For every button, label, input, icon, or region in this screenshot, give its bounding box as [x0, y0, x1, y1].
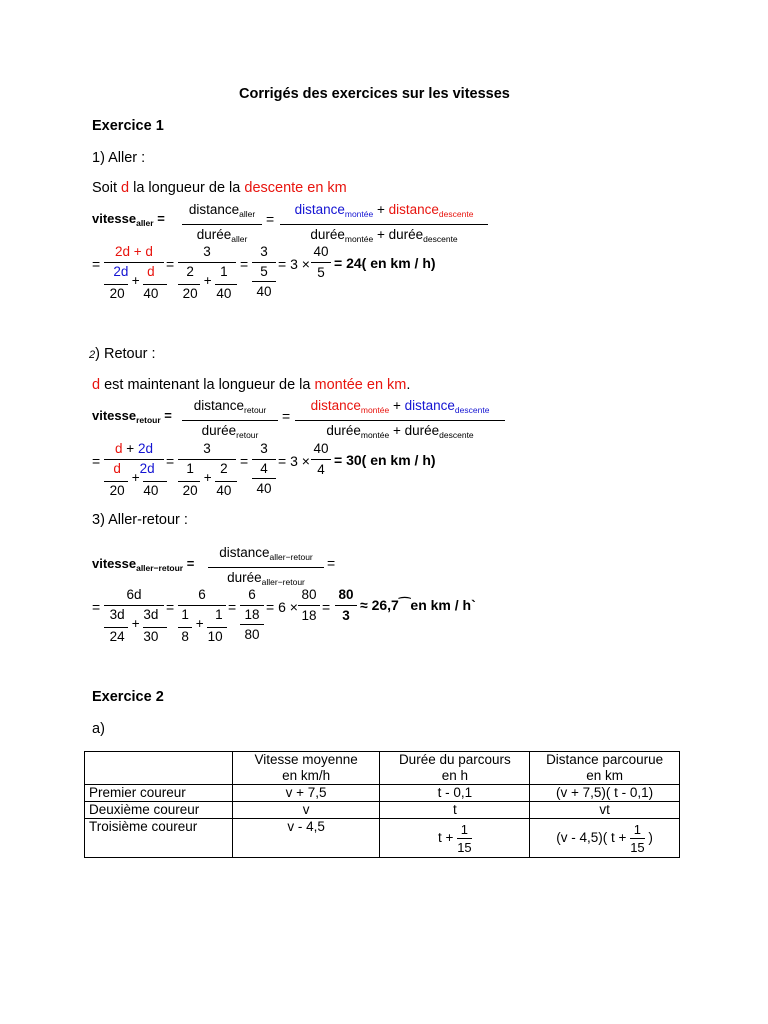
table-cell: (v - 4,5)( $t + \frac{1}{15}$ )	[530, 819, 680, 858]
fraction-step-5: 80 3	[335, 586, 357, 625]
equals-sign: =	[166, 599, 175, 615]
table-cell: (v + 7,5)( t - 0,1)	[530, 785, 680, 802]
table-header-cell: Durée du parcours en h	[380, 752, 530, 785]
fraction-step-2: 3 1 2 + 20 40	[178, 440, 236, 500]
fraction-step-4: 80 18	[298, 586, 320, 625]
fraction-montee-descente-retour: distance$_{montée}$ + distance$_{descente}$ durée$_{montée}$ + durée$_{descente}$	[295, 397, 505, 444]
fraction-distance-aller-retour: distance$_{aller-retour}$ durée$_{aller-retour}$	[208, 544, 324, 591]
equals-sign: =	[282, 408, 291, 424]
vitesse-aller-retour-label: vitesse$_{aller-retour}$ =	[92, 556, 195, 573]
table-cell: $t + \frac{1}{15}$	[380, 819, 530, 858]
table-header-cell: Vitesse moyenne en km/h	[232, 752, 380, 785]
equals-sign: =	[240, 453, 249, 469]
equals-sign: =	[228, 599, 237, 615]
table-cell: v	[232, 802, 380, 819]
equals-sign: =	[92, 599, 101, 615]
page-title: Corrigés des exercices sur les vitesses	[239, 86, 510, 102]
fraction-one-fifteenth: $\frac{1}{15}$	[630, 821, 645, 855]
part-1-label: 1) Aller :	[92, 150, 146, 166]
equals-sign: =	[166, 256, 175, 272]
fraction-step-3: 3 5 40	[252, 243, 276, 301]
equals-sign: =	[166, 453, 175, 469]
table-cell: v - 4,5	[232, 819, 380, 858]
data-table	[84, 751, 680, 858]
fraction-step-2: 3 2 1 + 20 40	[178, 243, 236, 303]
multiplication: = 3 ×	[278, 256, 310, 272]
result-aller: = 24( en km / h)	[334, 255, 436, 271]
part-a-label: a)	[92, 721, 105, 737]
vitesse-retour-label: vitesse$_{retour}$ =	[92, 408, 172, 425]
fraction-step-3: 6 18 80	[240, 586, 264, 644]
multiplication: = 3 ×	[278, 453, 310, 469]
fraction-distance-aller: distance$_{aller}$ durée$_{aller}$	[182, 201, 262, 248]
part-2-label: 2) Retour :	[89, 346, 156, 362]
part-2-sentence: d est maintenant la longueur de la montée en km.	[92, 377, 411, 393]
result-retour: = 30( en km / h)	[334, 452, 436, 468]
fraction-step-3: 3 4 40	[252, 440, 276, 498]
table-row	[85, 802, 680, 819]
equals-sign: =	[327, 555, 336, 571]
table-cell: t	[380, 802, 530, 819]
equals-sign: =	[322, 599, 331, 615]
multiplication: = 6 ×	[266, 599, 298, 615]
part-3-label: 3) Aller-retour :	[92, 512, 188, 528]
fraction-step-4: 40 5	[311, 243, 331, 282]
table-cell: Deuxième coureur	[85, 802, 233, 819]
table-header-cell	[85, 752, 233, 785]
fraction-montee-descente: distance$_{montée}$ + distance$_{descente}$ durée$_{montée}$ + durée$_{descente}$	[280, 201, 488, 248]
vitesse-aller-label: vitesse$_{aller}$ =	[92, 211, 165, 228]
fraction-one-fifteenth: $\frac{1}{15}$	[457, 821, 472, 855]
exercise-2-heading: Exercice 2	[92, 689, 164, 705]
table-cell: vt	[530, 802, 680, 819]
table-header-cell: Distance parcourue en km	[530, 752, 680, 785]
exercise-1-heading: Exercice 1	[92, 118, 164, 134]
table-cell: Troisième coureur	[85, 819, 233, 858]
table-row	[85, 819, 680, 858]
fraction-step-1: 6d 3d 3d + 24 30	[104, 586, 164, 646]
equals-sign: =	[240, 256, 249, 272]
part-1-sentence: Soit d la longueur de la descente en km	[92, 180, 347, 196]
table-cell: t - 0,1	[380, 785, 530, 802]
fraction-step-1: 2d + d 2d d + 20 40	[104, 243, 164, 303]
table-cell: v + 7,5	[232, 785, 380, 802]
equals-sign: =	[266, 211, 275, 227]
equals-sign: =	[92, 453, 101, 469]
table-cell: Premier coureur	[85, 785, 233, 802]
fraction-step-1: d + 2d d 2d + 20 40	[104, 440, 164, 500]
fraction-distance-retour: distance$_{retour}$ durée$_{retour}$	[182, 397, 278, 444]
table-header-row	[85, 752, 680, 785]
fraction-step-2: 6 1 1 + 8 10	[178, 586, 226, 646]
fraction-step-4: 40 4	[311, 440, 331, 479]
table-row	[85, 785, 680, 802]
result-aller-retour: ≈ 26,7⁀en km / h`	[360, 597, 476, 613]
equals-sign: =	[92, 256, 101, 272]
